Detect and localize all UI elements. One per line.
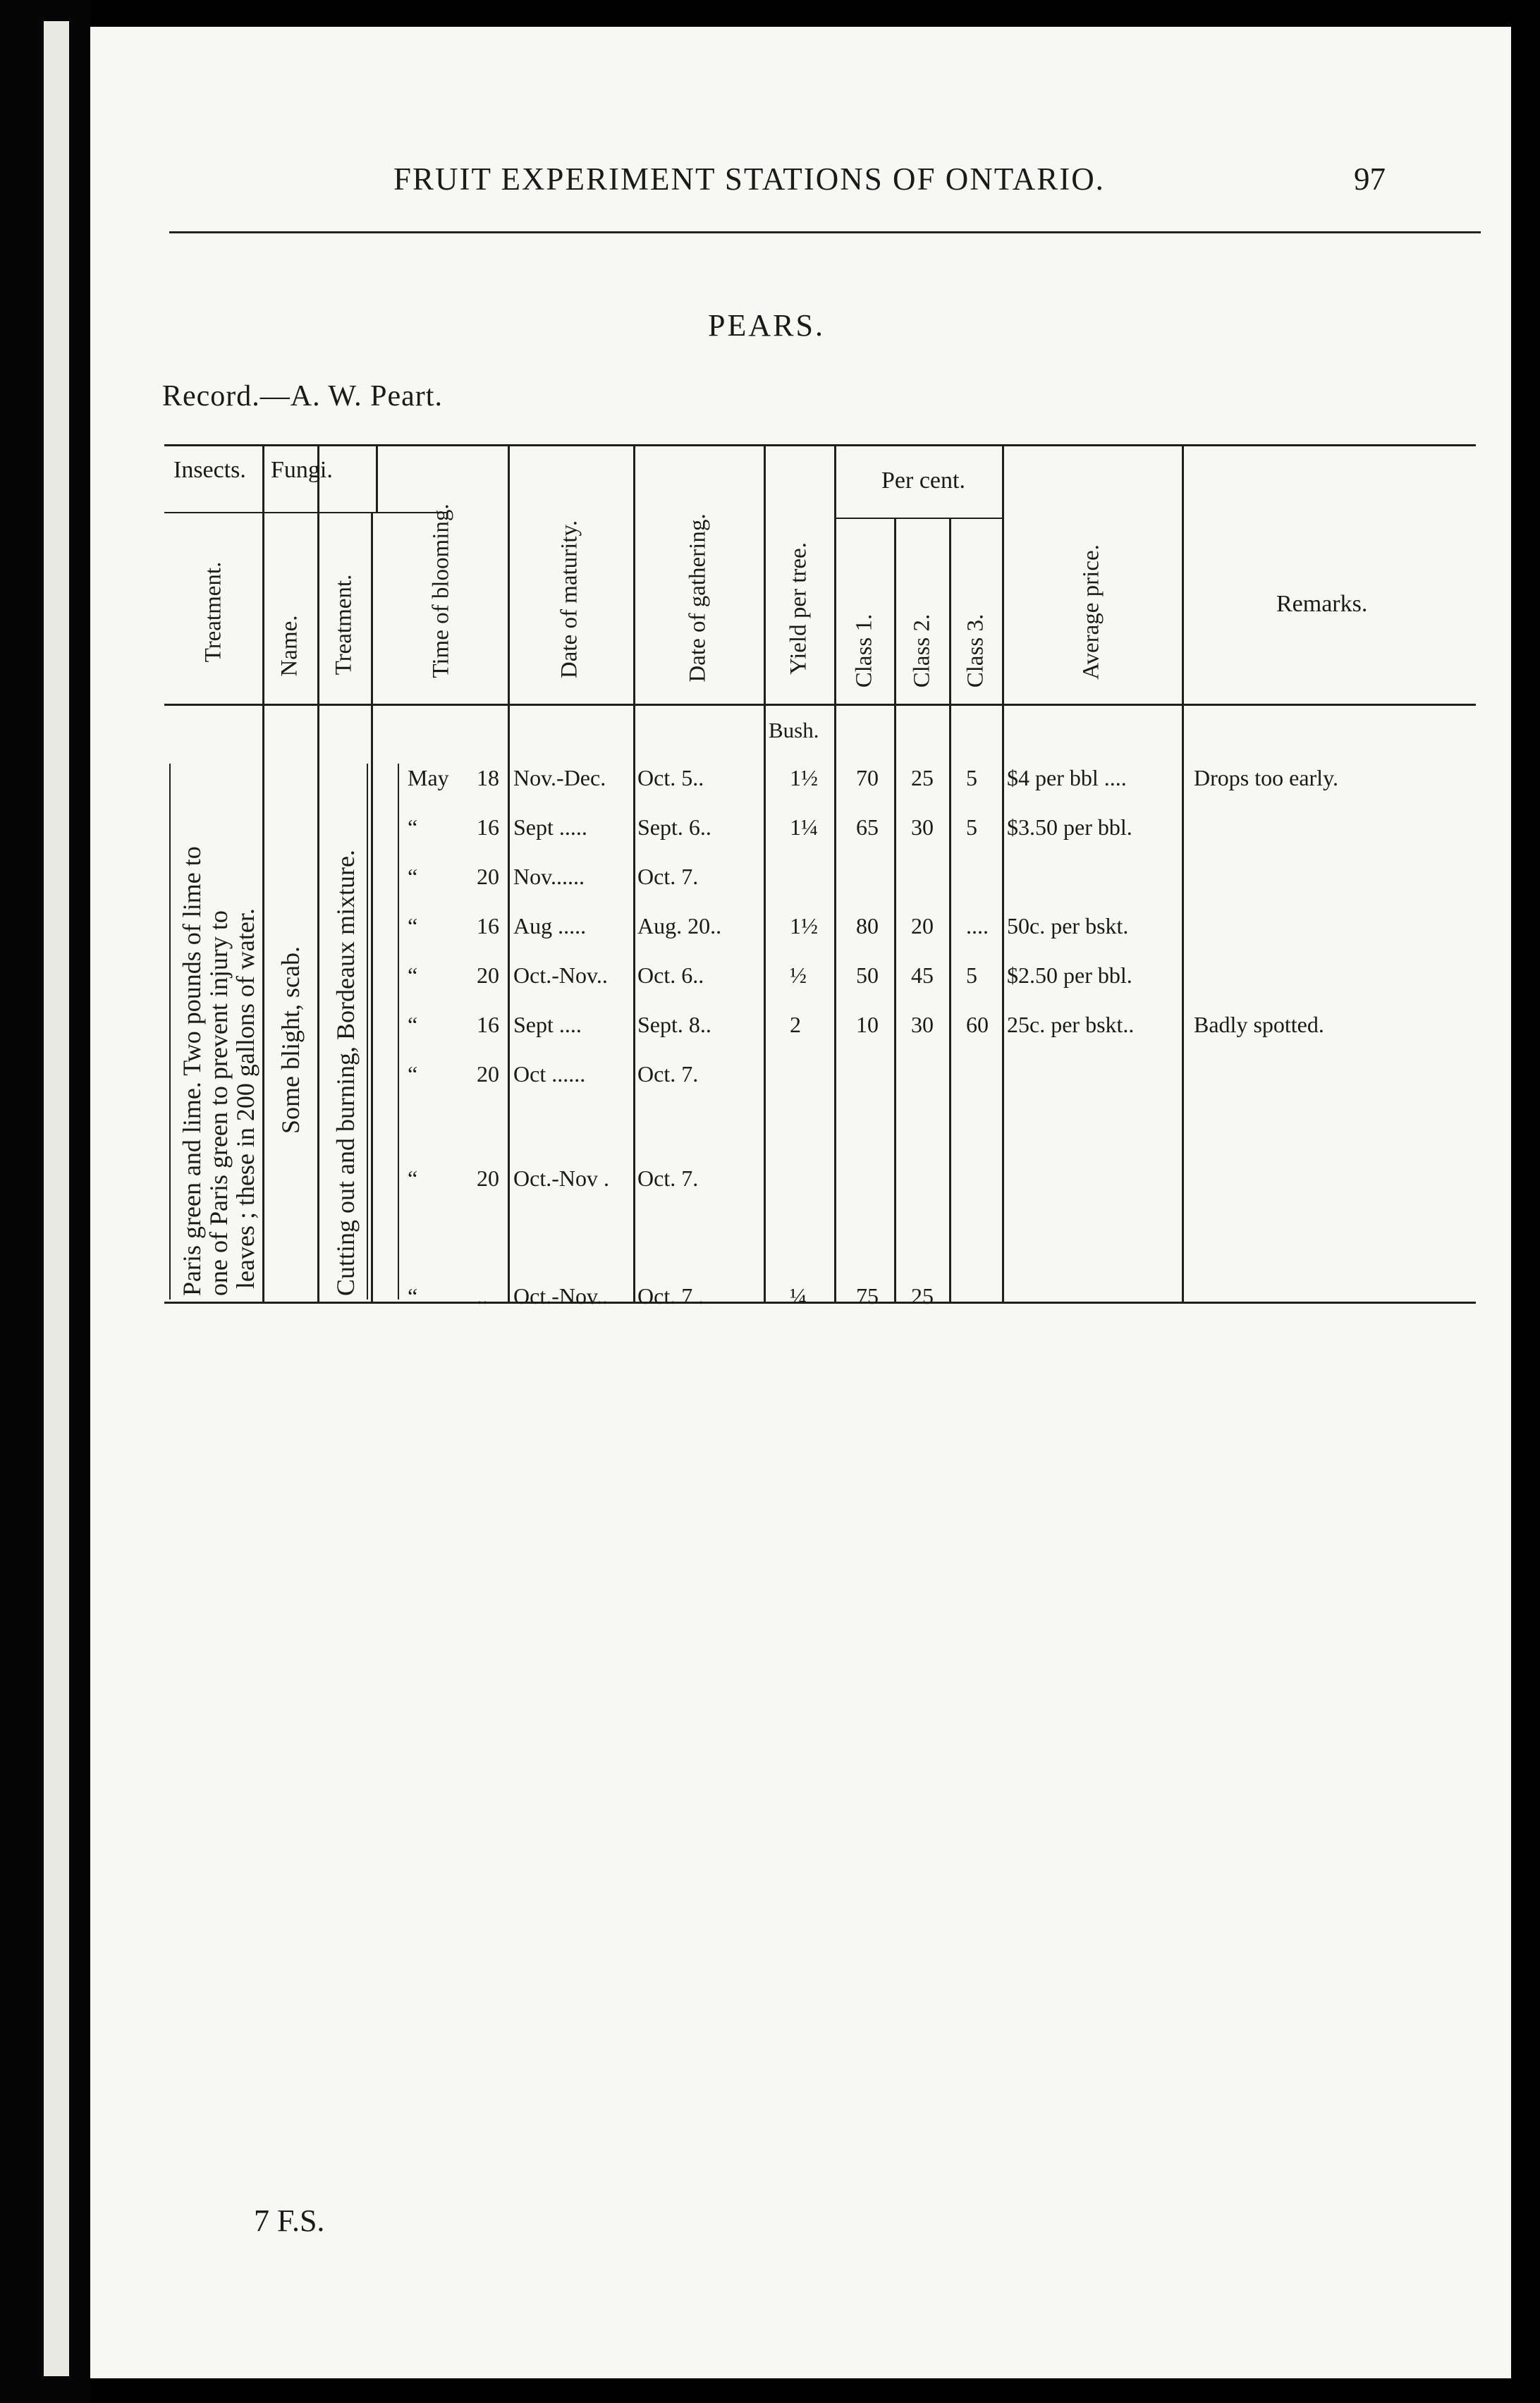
- cell-class2: 20: [911, 913, 934, 938]
- cell-bloom-day: ..: [477, 1283, 488, 1309]
- cell-class3: 5: [966, 765, 977, 790]
- insects-treatment-line-3: leaves ; these in 200 gallons of water.: [231, 908, 259, 1289]
- cell-bloom-day: 20: [477, 864, 499, 889]
- record-line: Record.—A. W. Peart.: [162, 380, 443, 412]
- col-line-6: [633, 444, 635, 1302]
- insects-fungi-underline: [164, 512, 446, 513]
- col-line-5: [508, 444, 510, 1302]
- cell-maturity: Nov.-Dec.: [513, 765, 606, 790]
- cell-bloom-day: 20: [477, 962, 499, 988]
- cell-price: 50c. per bskt.: [1007, 913, 1129, 938]
- col-line-8: [834, 444, 836, 1302]
- cell-gathering: Oct. 7.: [637, 1166, 699, 1191]
- header-fungi-treatment: Treatment.: [331, 574, 357, 675]
- cell-bloom-month: “: [408, 1061, 418, 1087]
- cell-yield: 2: [790, 1012, 801, 1037]
- cell-class3: ....: [966, 913, 989, 938]
- cell-class2: 25: [911, 765, 934, 790]
- cell-gathering: Aug. 20..: [637, 913, 722, 938]
- cell-class2: 30: [911, 814, 934, 840]
- signature-mark: 7 F.S.: [254, 2203, 325, 2238]
- header-time-of-blooming: Time of blooming.: [428, 503, 454, 678]
- cell-class1: 70: [856, 765, 879, 790]
- percent-underline: [834, 518, 1002, 519]
- cell-maturity: Sept .....: [513, 814, 587, 840]
- header-date-of-maturity: Date of maturity.: [556, 520, 582, 679]
- cell-gathering: Oct. 7 .: [637, 1283, 704, 1309]
- header-per-cent: Per cent.: [881, 467, 965, 494]
- cell-class1: 75: [856, 1283, 879, 1309]
- fungi-treatment-text: Cutting out and burning, Bordeaux mixture.: [331, 850, 360, 1296]
- cell-price: 25c. per bskt..: [1007, 1012, 1135, 1037]
- running-title: FRUIT EXPERIMENT STATIONS OF ONTARIO.: [393, 161, 1105, 197]
- cell-maturity: Oct.-Nov..: [513, 962, 608, 988]
- cell-maturity: Oct.-Nov .: [513, 1166, 609, 1191]
- facing-page-edge: [44, 21, 69, 2376]
- cell-bloom-day: 16: [477, 814, 499, 840]
- col-line-1: [262, 444, 264, 1302]
- col-line-12: [1182, 444, 1184, 1302]
- cell-remarks: Drops too early.: [1194, 765, 1338, 790]
- cell-class2: 25: [911, 1283, 934, 1309]
- page: [90, 27, 1511, 2378]
- cell-bloom-month: “: [408, 864, 418, 889]
- header-insects-treatment: Treatment.: [200, 561, 226, 663]
- header-class-3: Class 3.: [963, 613, 989, 688]
- cell-bloom-day: 18: [477, 765, 499, 790]
- cell-class3: 5: [966, 814, 977, 840]
- cell-gathering: Sept. 8..: [637, 1012, 711, 1037]
- cell-gathering: Oct. 6..: [637, 962, 704, 988]
- col-line-10: [949, 518, 951, 1302]
- cell-bloom-month: “: [408, 913, 418, 938]
- cell-yield: ½: [790, 962, 807, 988]
- header-class-2: Class 2.: [909, 613, 935, 688]
- yield-unit: Bush.: [769, 718, 819, 742]
- header-date-of-gathering: Date of gathering.: [685, 513, 711, 683]
- cell-bloom-day: 16: [477, 1012, 499, 1037]
- header-fungi: Fungi.: [271, 457, 333, 483]
- cell-gathering: Oct. 7.: [637, 864, 699, 889]
- cell-price: $3.50 per bbl.: [1007, 814, 1132, 840]
- cell-bloom-month: “: [408, 1012, 418, 1037]
- cell-class3: 5: [966, 962, 977, 988]
- cell-gathering: Oct. 5..: [637, 765, 704, 790]
- table-top-rule: [164, 444, 1476, 446]
- cell-class1: 10: [856, 1012, 879, 1037]
- cell-yield: ¼: [790, 1283, 807, 1309]
- cell-class1: 50: [856, 962, 879, 988]
- cell-price: $4 per bbl ....: [1007, 765, 1127, 790]
- insects-treatment-line-2: one of Paris green to prevent injury to: [204, 910, 233, 1296]
- header-insects: Insects.: [173, 457, 246, 483]
- table-bottom-rule: [164, 1302, 1476, 1304]
- cell-bloom-day: 20: [477, 1166, 499, 1191]
- col-line-7: [764, 444, 766, 1302]
- fungi-bracket: [367, 764, 368, 1300]
- cell-remarks: Badly spotted.: [1194, 1012, 1324, 1037]
- col-line-4: [376, 444, 378, 513]
- cell-class1: 65: [856, 814, 879, 840]
- cell-gathering: Sept. 6..: [637, 814, 711, 840]
- col-line-3: [371, 512, 373, 1302]
- insects-treatment-line-1: Paris green and lime. Two pounds of lime to: [178, 846, 206, 1296]
- cell-yield: 1½: [790, 765, 818, 790]
- col-line-2: [317, 444, 319, 1302]
- col-line-11: [1002, 444, 1004, 1302]
- cell-class3: 60: [966, 1012, 989, 1037]
- cell-bloom-month: “: [408, 814, 418, 840]
- cell-maturity: Oct ......: [513, 1061, 586, 1087]
- cell-bloom-day: 16: [477, 913, 499, 938]
- cell-class1: 80: [856, 913, 879, 938]
- cell-yield: 1¼: [790, 814, 818, 840]
- cell-price: $2.50 per bbl.: [1007, 962, 1132, 988]
- page-number: 97: [1354, 161, 1386, 197]
- cell-bloom-month: “: [408, 962, 418, 988]
- header-class-1: Class 1.: [851, 613, 877, 688]
- cell-maturity: Oct.-Nov..: [513, 1283, 608, 1309]
- insects-bracket: [169, 764, 171, 1300]
- cell-maturity: Sept ....: [513, 1012, 582, 1037]
- cell-gathering: Oct. 7.: [637, 1061, 699, 1087]
- cell-maturity: Nov......: [513, 864, 585, 889]
- header-rule: [169, 231, 1481, 233]
- header-remarks: Remarks.: [1276, 591, 1368, 617]
- cell-class2: 45: [911, 962, 934, 988]
- header-average-price: Average price.: [1078, 544, 1104, 680]
- col-line-9: [894, 518, 896, 1302]
- cell-bloom-day: 20: [477, 1061, 499, 1087]
- section-title: PEARS.: [708, 308, 825, 343]
- header-yield-per-tree: Yield per tree.: [786, 542, 812, 675]
- cell-maturity: Aug .....: [513, 913, 587, 938]
- cell-yield: 1½: [790, 913, 818, 938]
- header-bottom-rule: [164, 704, 1476, 706]
- fungi-name-text: Some blight, scab.: [276, 946, 305, 1134]
- header-fungi-name: Name.: [276, 615, 302, 677]
- rows-bracket: [398, 764, 399, 1300]
- cell-bloom-month: May: [408, 765, 449, 790]
- cell-bloom-month: “: [408, 1166, 418, 1191]
- cell-class2: 30: [911, 1012, 934, 1037]
- cell-bloom-month: “: [408, 1283, 418, 1309]
